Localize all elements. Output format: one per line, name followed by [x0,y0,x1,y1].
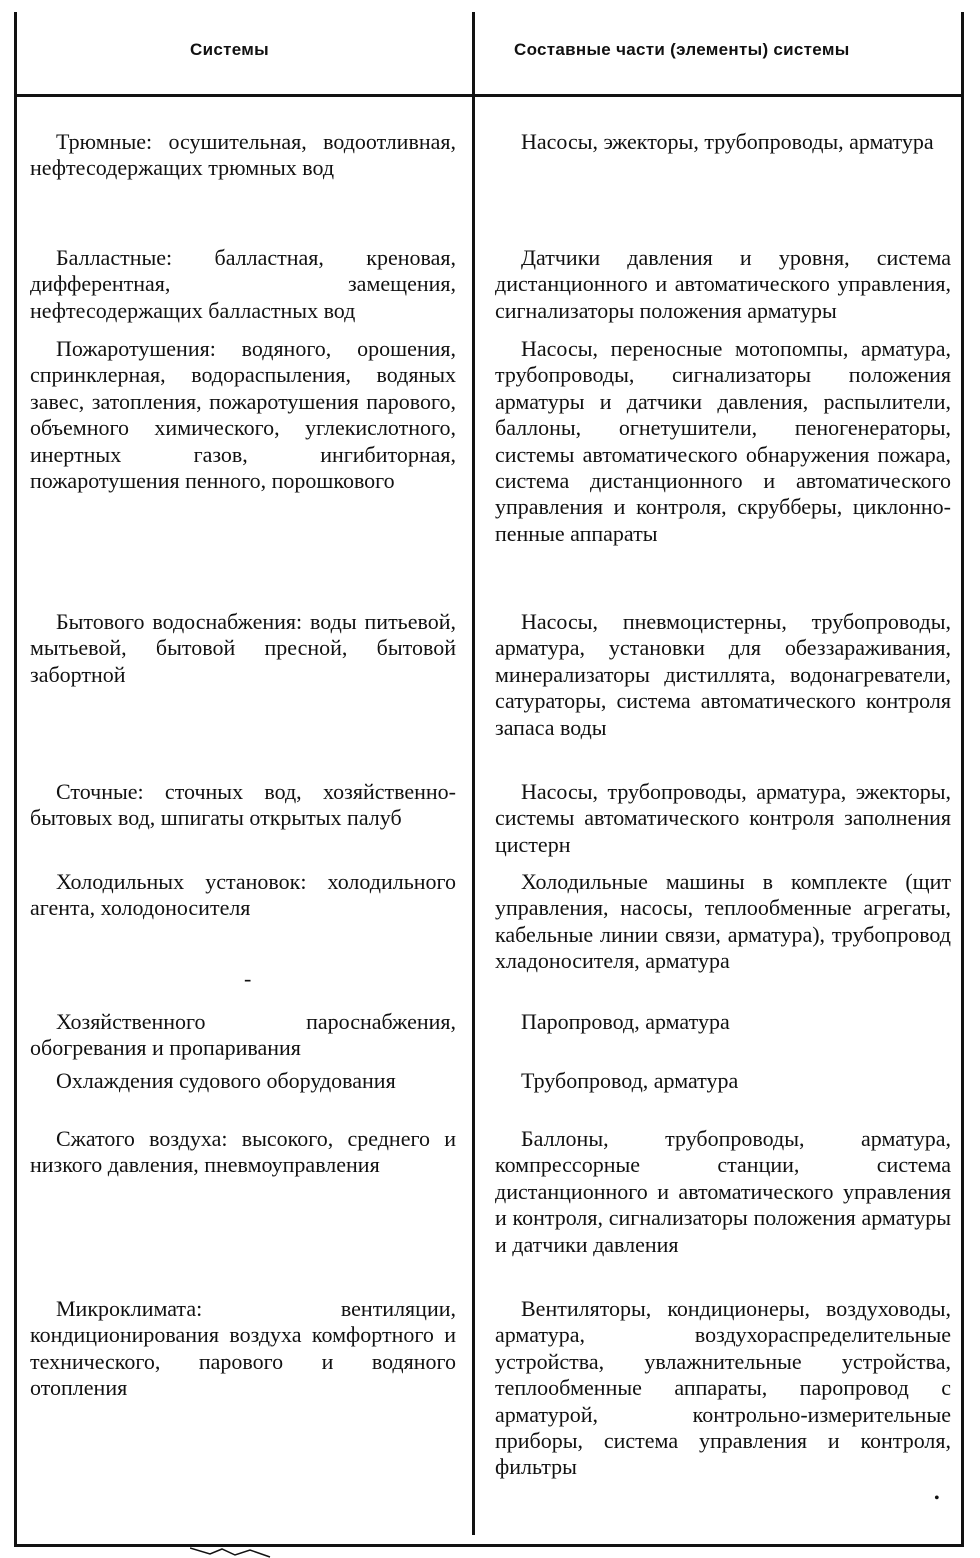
row-4-components: Насосы, пневмоцистерны, трубопроводы, арматура, установки для обеззараживания, минерализаторы дистиллята, водонагреватели, сатураторы, система автоматического контроля запаса воды [495,609,951,740]
row-2-components: Датчики давления и уровня, система дистанционного и автоматического управления, сигнализаторы положения арматуры [495,245,951,323]
scan-squiggle-mark [190,1546,280,1558]
stray-dash-mark: - [244,966,252,991]
row-3-components: Насосы, переносные мотопомпы, арматура, трубопроводы, сигнализаторы положения арматуры и датчики давления, распылители, баллоны, огнетушители, пеногенераторы, системы автоматического обнаружения пожара, система дистанционного и автоматического управления и контроля, скрубберы, циклонно-пенные аппараты [495,336,951,546]
row-10-system: Микроклимата: вентиляции, кондиционирования воздуха комфортного и технического, парового и водяного отопления [30,1296,456,1401]
row-8-components: Трубопровод, арматура [521,1068,739,1093]
row-4-system: Бытового водоснабжения: воды питьевой, мытьевой, бытовой пресной, бытовой забортной [30,609,456,687]
header-divider [14,94,964,97]
row-10-components: Вентиляторы, кондиционеры, воздуховоды, арматура, воздухораспределительные устройства, увлажнительные устройства, теплообменные аппараты, паропровод с арматурой, контрольно-измерительные приборы, система управления и контроля, фильтры [495,1296,951,1480]
row-6-system: Холодильных установок: холодильного агента, холодоносителя [30,869,456,921]
row-8-system: Охлаждения судового оборудования [56,1068,396,1093]
header-systems: Системы [190,40,269,59]
row-5-components: Насосы, трубопроводы, арматура, эжекторы, системы автоматического контроля заполнения цистерн [495,779,951,857]
column-divider [472,12,475,1535]
row-1-components: Насосы, эжекторы, трубопроводы, арматура [521,129,934,154]
row-3-system: Пожаротушения: водяного, орошения, спринклерная, водораспыления, водяных завес, затопления, пожаротушения парового, объемного химического, углекислотного, инертных газов, ингибиторная, пожаротушения пенного, порошкового [30,336,456,494]
row-7-components: Паропровод, арматура [521,1009,730,1034]
stray-dot-mark: • [934,1490,940,1507]
row-7-system: Хозяйственного пароснабжения, обогревания и пропаривания [30,1009,456,1061]
row-9-components: Баллоны, трубопроводы, арматура, компрессорные станции, система дистанционного и автоматического управления и контроля, сигнализаторы положения арматуры и датчики давления [495,1126,951,1257]
row-9-system: Сжатого воздуха: высокого, среднего и низкого давления, пневмоуправления [30,1126,456,1178]
row-1-system: Трюмные: осушительная, водоотливная, нефтесодержащих трюмных вод [30,129,456,181]
header-components: Составные части (элементы) системы [514,40,850,59]
row-2-system: Балластные: балластная, креновая, дифферентная, замещения, нефтесодержащих балластных вод [30,245,456,323]
row-5-system: Сточные: сточных вод, хозяйственно-бытовых вод, шпигаты открытых палуб [30,779,456,831]
row-6-components: Холодильные машины в комплекте (щит управления, насосы, теплообменные агрегаты, кабельные линии связи, арматура), трубопровод хладоносителя, арматура [495,869,951,974]
